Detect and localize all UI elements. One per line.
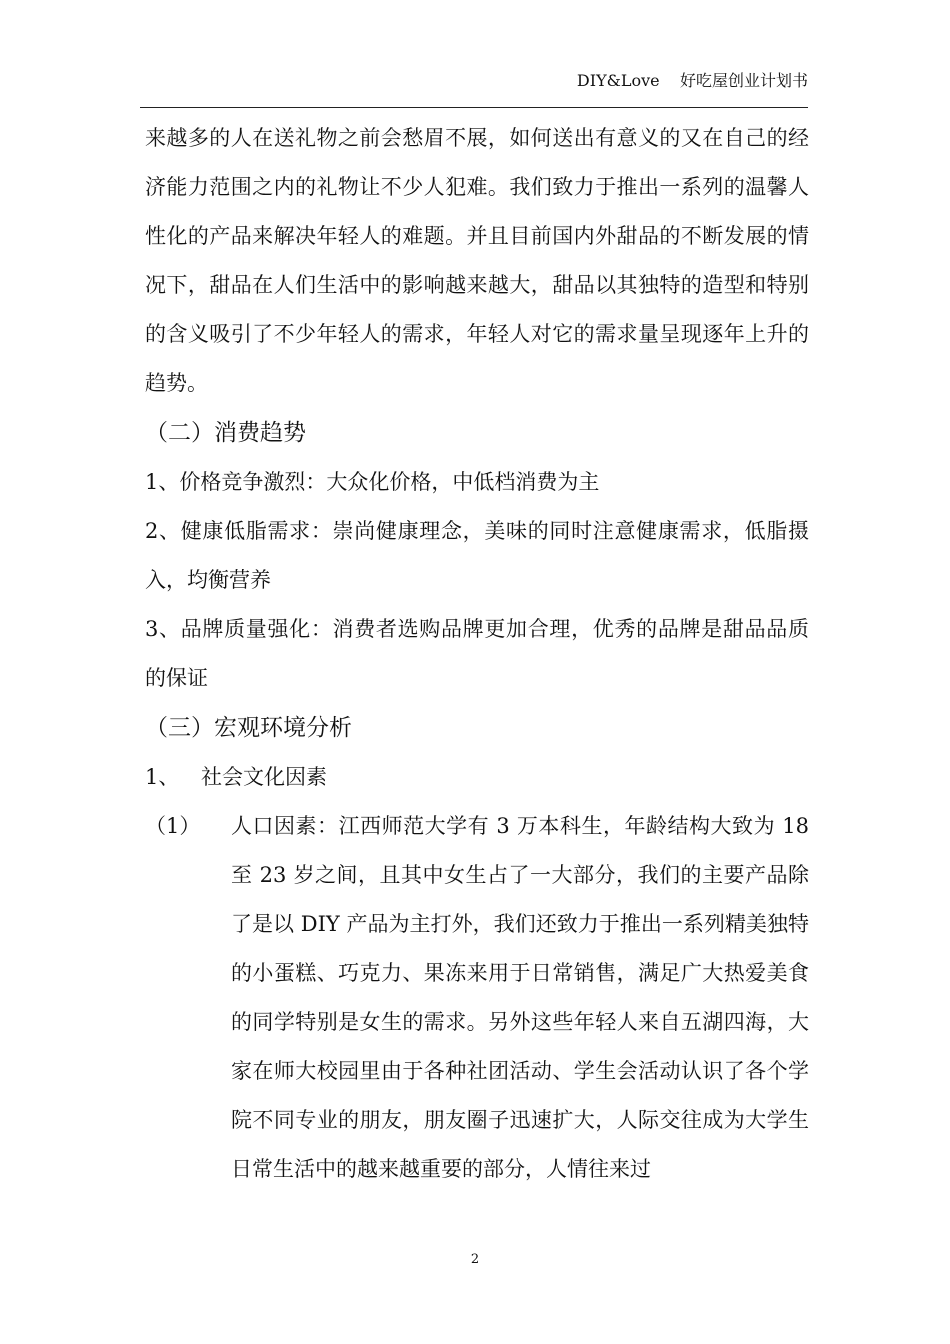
page-number: 2 (470, 1252, 480, 1267)
subsection-number: 1、 (145, 765, 180, 789)
trend-item-2: 2、健康低脂需求：崇尚健康理念，美味的同时注意健康需求，低脂摄入，均衡营养 (145, 519, 809, 592)
trend-item-3: 3、品牌质量强化：消费者选购品牌更加合理，优秀的品牌是甜品品质的保证 (145, 617, 809, 690)
document-body (145, 114, 809, 1194)
trend-item-1: 1、价格竞争激烈：大众化价格，中低档消费为主 (145, 470, 600, 494)
subsection-social-culture (145, 753, 809, 802)
section-heading-macro-environment: （三）宏观环境分析 (145, 715, 352, 741)
intro-paragraph: 来越多的人在送礼物之前会愁眉不展，如何送出有意义的又在自己的经济能力范围之内的礼物让不少人犯难。我们致力于推出一系列的温馨人性化的产品来解决年轻人的难题。并且目前国内外甜品的不断发展的情况下，甜品在人们生活中的影响越来越大，甜品以其独特的造型和特别的含义吸引了不少年轻人的需求，年轻人对它的需求量呈现逐年上升的趋势。 (145, 126, 809, 395)
population-factor-item (145, 802, 809, 1194)
header-title: DIY&Love 好吃屋创业计划书 (576, 71, 808, 90)
item-number: （1） (145, 814, 201, 838)
subsection-title: 社会文化因素 (201, 765, 327, 789)
population-factor-text: 人口因素：江西师范大学有 3 万本科生，年龄结构大致为 18 至 23 岁之间，且其中女生占了一大部分，我们的主要产品除了是以 DIY 产品为主打外，我们还致力于推出一系列精美独特的小蛋糕、巧克力、果冻来用于日常销售，满足广大热爱美食的同学特别是女生的需求。另外这些年轻人来自五湖四海，大家在师大校园里由于各种社团活动、学生会活动认识了各个学院不同专业的朋友，朋友圈子迅速扩大，人际交往成为大学生日常生活中的越来越重要的部分，人情往来过 (231, 814, 809, 1181)
page-header (140, 62, 808, 108)
section-heading-consumption-trend: （二）消费趋势 (145, 420, 306, 446)
